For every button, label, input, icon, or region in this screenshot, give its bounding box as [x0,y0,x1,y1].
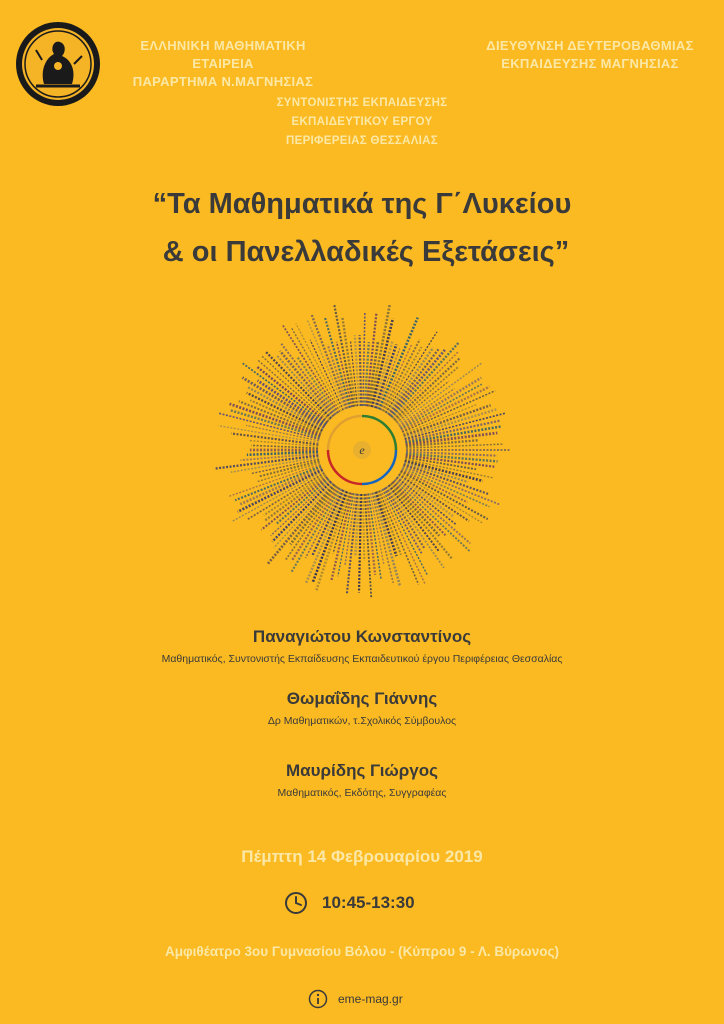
org-left-line: ΠΑΡΑΡΤΗΜΑ Ν.ΜΑΓΝΗΣΙΑΣ [132,74,314,89]
speaker-2 [0,688,724,729]
clock-icon [284,891,308,915]
speaker-name: Θωμαΐδης Γιάννης [286,689,438,708]
org-left-line: ΕΛΛΗΝΙΚΗ ΜΑΘΗΜΑΤΙΚΗ ΕΤΑΙΡΕΙΑ [140,38,306,71]
event-venue: Αμφιθέατρο 3ου Γυμνασίου Βόλου - (Κύπρου 9 - Λ. Βύρωνος) [165,944,559,959]
title-line-1: “Τα Μαθηματικά της Γ΄Λυκείου [152,188,572,220]
speaker-name: Παναγιώτου Κωνσταντίνος [252,627,472,646]
event-date: Πέμπτη 14 Φεβρουαρίου 2019 [241,847,483,866]
center-symbol: e [359,443,365,457]
org-center [262,94,462,151]
society-seal-logo [14,20,102,108]
org-center-line: ΣΥΝΤΟΝΙΣΤΗΣ ΕΚΠΑΙΔΕΥΣΗΣ [276,97,448,109]
math-burst-graphic [212,300,512,600]
org-right-line: ΔΙΕΥΘΥΝΣΗ ΔΕΥΤΕΡΟΒΑΘΜΙΑΣ [486,38,694,53]
org-center-line: ΕΚΠΑΙΔΕΥΤΙΚΟΥ ΕΡΓΟΥ [291,116,433,128]
speaker-role: Μαθηματικός, Εκδότης, Συγγραφέας [277,787,447,799]
speaker-role: Μαθηματικός, Συντονιστής Εκπαίδευσης Εκπαιδευτικού έργου Περιφέρειας Θεσσαλίας [161,653,563,665]
org-right [460,37,720,73]
website-row [308,988,403,1010]
org-left [108,37,338,91]
website-link[interactable]: eme-mag.gr [338,992,403,1006]
speaker-3 [0,760,724,801]
title-line-2: & οι Πανελλαδικές Εξετάσεις” [162,236,570,268]
speaker-1 [0,626,724,667]
speaker-name: Μαυρίδης Γιώργος [286,761,438,780]
org-center-line: ΠΕΡΙΦΕΡΕΙΑΣ ΘΕΣΣΑΛΙΑΣ [286,135,438,147]
info-icon [308,989,328,1009]
event-time-row [284,890,415,916]
speaker-role: Δρ Μαθηματικών, τ.Σχολικός Σύμβουλος [267,715,457,727]
org-right-line: ΕΚΠΑΙΔΕΥΣΗΣ ΜΑΓΝΗΣΙΑΣ [501,56,679,71]
event-title [40,180,684,276]
event-time: 10:45-13:30 [322,893,415,912]
